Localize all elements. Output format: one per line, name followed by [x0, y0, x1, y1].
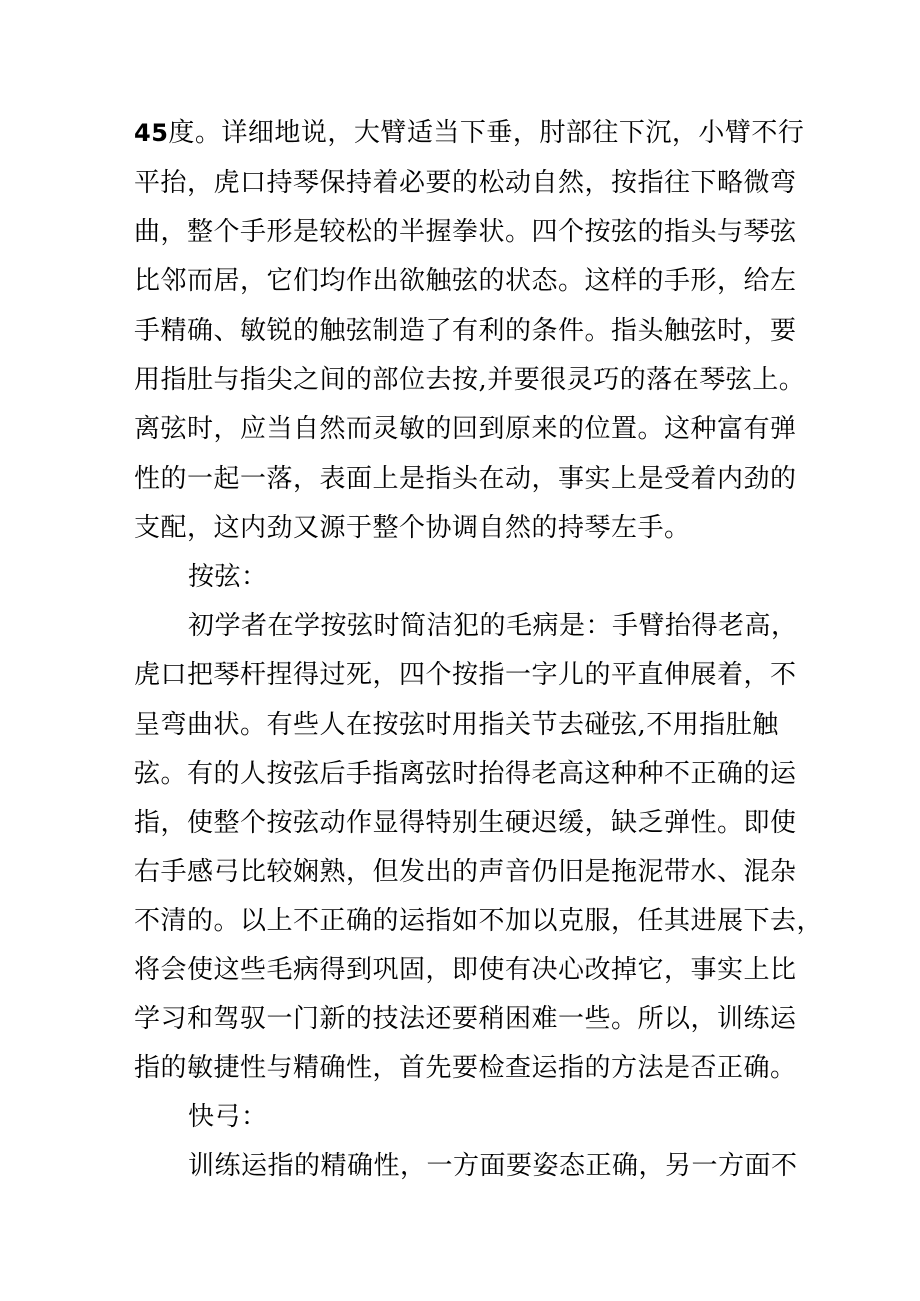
lead-number: 45 — [134, 119, 169, 147]
paragraph-1-line-5: 手精确、敏锐的触弦制造了有利的条件。指头触弦时，要 — [134, 316, 797, 346]
paragraph-1-line-1 — [134, 118, 804, 148]
paragraph-2-line-7: 不清的。以上不正确的运指如不加以克服，任其进展下去， — [134, 906, 824, 936]
paragraph-3-line-1: 训练运指的精确性，一方面要姿态正确，另一方面不 — [188, 1151, 798, 1181]
paragraph-2-line-6: 右手感弓比较娴熟，但发出的声音仍旧是拖泥带水、混杂 — [134, 857, 797, 887]
heading-kuaigong: 快弓： — [188, 1102, 268, 1132]
paragraph-1-line-2: 平抬，虎口持琴保持着必要的松动自然，按指往下略微弯 — [134, 168, 797, 198]
paragraph-2-line-3: 呈弯曲状。有些人在按弦时用指关节去碰弦,不用指肚触 — [134, 710, 779, 740]
paragraph-2-line-9: 学习和驾驭一门新的技法还要稍困难一些。所以，训练运 — [134, 1004, 797, 1034]
paragraph-1-line-7: 离弦时，应当自然而灵敏的回到原来的位置。这种富有弹 — [134, 414, 797, 444]
paragraph-1-line-8: 性的一起一落，表面上是指头在动，事实上是受着内劲的 — [134, 464, 797, 494]
line-text: 度。详细地说，大臂适当下垂，肘部往下沉，小臂不行 — [168, 118, 805, 148]
paragraph-2-line-10: 指的敏捷性与精确性，首先要检查运指的方法是否正确。 — [134, 1053, 797, 1083]
paragraph-2-line-2: 虎口把琴杆捏得过死，四个按指一字儿的平直伸展着，不 — [134, 660, 797, 690]
paragraph-2-line-5: 指，使整个按弦动作显得特别生硬迟缓，缺乏弹性。即使 — [134, 808, 797, 838]
paragraph-2-line-1: 初学者在学按弦时简洁犯的毛病是：手臂抬得老高， — [188, 611, 798, 641]
paragraph-2-line-8: 将会使这些毛病得到巩固，即使有决心改掉它，事实上比 — [134, 955, 797, 985]
paragraph-1-line-4: 比邻而居，它们均作出欲触弦的状态。这样的手形，给左 — [134, 266, 797, 296]
heading-anxian: 按弦： — [188, 562, 268, 592]
paragraph-1-line-9: 支配，这内劲又源于整个协调自然的持琴左手。 — [134, 513, 691, 543]
paragraph-1-line-6: 用指肚与指尖之间的部位去按,并要很灵巧的落在琴弦上。 — [134, 365, 806, 395]
paragraph-1-line-3: 曲，整个手形是较松的半握拳状。四个按弦的指头与琴弦 — [134, 217, 797, 247]
paragraph-2-line-4: 弦。有的人按弦后手指离弦时抬得老高这种种不正确的运 — [134, 759, 797, 789]
